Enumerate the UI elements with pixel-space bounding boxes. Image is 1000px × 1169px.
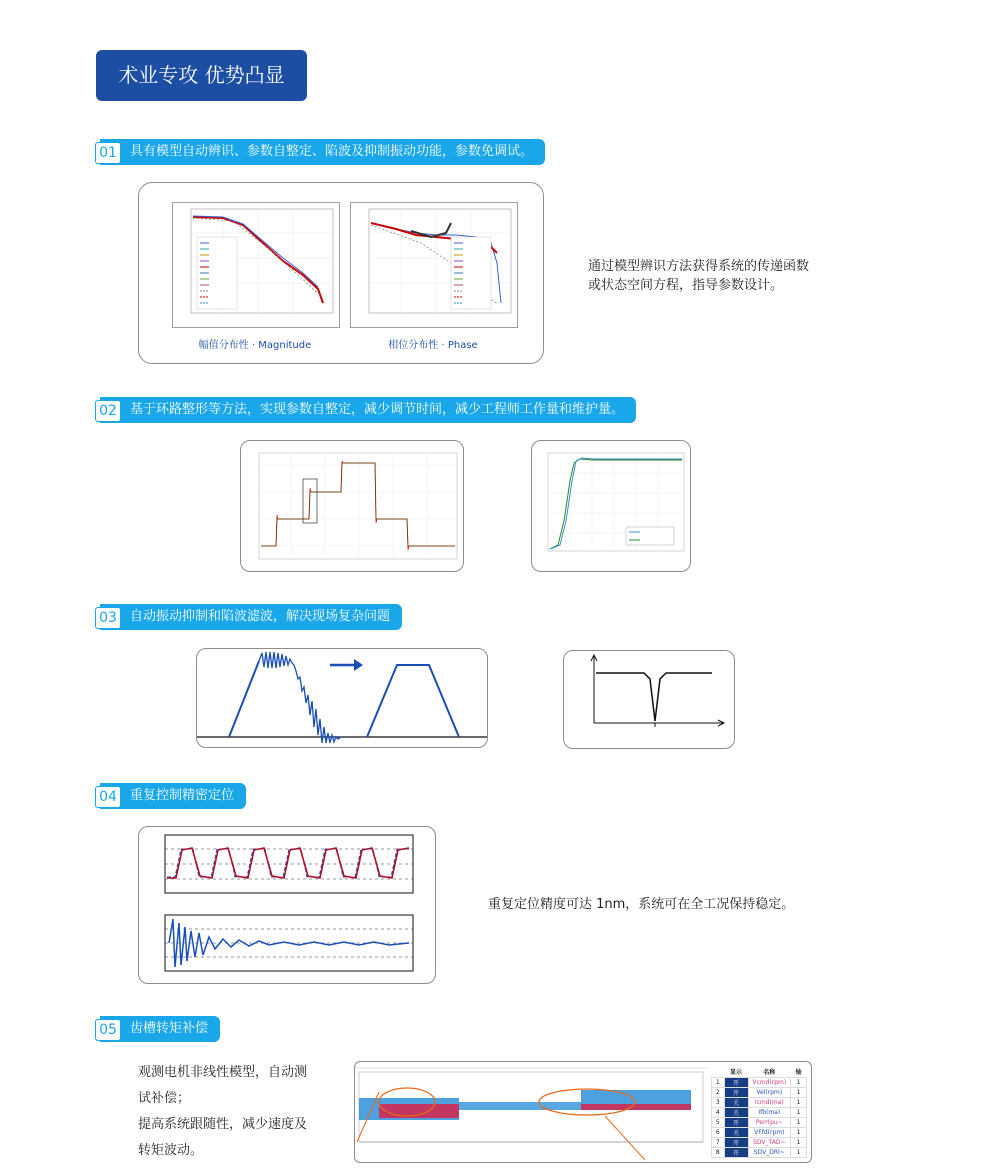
magnitude-plot: [172, 202, 340, 328]
table-row[interactable]: [712, 1128, 807, 1138]
section-01-tag: [100, 139, 545, 165]
channel-name: Vcmd(rpm): [748, 1078, 791, 1088]
row-index: 3: [712, 1098, 725, 1108]
axis-value: 1: [791, 1098, 807, 1108]
table-row[interactable]: [712, 1078, 807, 1088]
channel-name: SDV_DRI~: [748, 1148, 791, 1158]
row-index: 2: [712, 1088, 725, 1098]
section-02-title: 基于环路整形等方法，实现参数自整定，减少调节时间，减少工程师工作量和维护量。: [130, 402, 625, 417]
section-04-number: 04: [95, 786, 121, 808]
section-04-tag: [100, 783, 246, 809]
axis-value: 1: [791, 1078, 807, 1088]
section-01-title: 具有模型自动辨识、参数自整定、陷波及抑制振动功能，参数免调试。: [130, 144, 534, 159]
display-toggle[interactable]: 开: [724, 1078, 748, 1088]
channel-name: Icmd(ma): [748, 1098, 791, 1108]
table-row[interactable]: [712, 1098, 807, 1108]
channel-table-grid: [711, 1066, 807, 1158]
table-header-index: [712, 1066, 725, 1078]
axis-value: 1: [791, 1108, 807, 1118]
section-05-title: 齿槽转矩补偿: [130, 1021, 209, 1036]
row-index: 1: [712, 1078, 725, 1088]
row-index: 5: [712, 1118, 725, 1128]
row-index: 4: [712, 1108, 725, 1118]
channel-name: Perr(pu~: [748, 1118, 791, 1128]
magnitude-caption: 幅值分布性 · Magnitude: [198, 340, 312, 351]
axis-value: 1: [791, 1118, 807, 1128]
row-index: 7: [712, 1138, 725, 1148]
table-row[interactable]: [712, 1138, 807, 1148]
axis-value: 1: [791, 1128, 807, 1138]
table-row[interactable]: [712, 1148, 807, 1158]
channel-name: Ifb(ma): [748, 1108, 791, 1118]
axis-value: 1: [791, 1088, 807, 1098]
phase-caption: 相位分布性 · Phase: [388, 340, 478, 351]
notch-filter-card: [563, 650, 735, 749]
channel-name: Vel(rpm): [748, 1088, 791, 1098]
table-header-axis: 轴: [795, 1069, 802, 1076]
section-05-line-3: 提高系统跟随性，减少速度及: [138, 1117, 308, 1132]
section-05-description: [138, 1060, 338, 1164]
hero-title: 术业专攻 优势凸显: [96, 50, 307, 101]
channel-table: [711, 1066, 807, 1158]
section-03-tag: [100, 604, 402, 630]
axis-value: 1: [791, 1148, 807, 1158]
section-04-title: 重复控制精密定位: [130, 788, 235, 803]
section-05-line-4: 转矩波动。: [138, 1143, 204, 1158]
cogging-torque-card: [354, 1061, 812, 1163]
section-05-line-2: 试补偿；: [138, 1091, 191, 1106]
section-03-title: 自动振动抑制和陷波滤波，解决现场复杂问题: [130, 609, 391, 624]
display-toggle[interactable]: 开: [724, 1118, 748, 1128]
table-row[interactable]: [712, 1108, 807, 1118]
display-toggle[interactable]: 开: [724, 1138, 748, 1148]
section-03-number: 03: [95, 607, 121, 629]
table-row[interactable]: [712, 1118, 807, 1128]
table-row[interactable]: [712, 1088, 807, 1098]
table-header-display: 显示: [730, 1069, 743, 1076]
repetitive-control-card: [138, 826, 436, 984]
display-toggle[interactable]: 开: [724, 1148, 748, 1158]
row-index: 8: [712, 1148, 725, 1158]
table-header-name: 名称: [763, 1069, 776, 1076]
section-05-line-1: 观测电机非线性模型，自动测: [138, 1065, 308, 1080]
step-response-card: [240, 440, 464, 572]
axis-value: 1: [791, 1138, 807, 1148]
channel-name: SDV_TAD~: [748, 1138, 791, 1148]
row-index: 6: [712, 1128, 725, 1138]
display-toggle[interactable]: 关: [724, 1098, 748, 1108]
section-02-tag: [100, 397, 636, 423]
display-toggle[interactable]: 关: [724, 1128, 748, 1138]
section-05-number: 05: [95, 1019, 121, 1041]
section-02-number: 02: [95, 400, 121, 422]
section-04-description: 重复定位精度可达 1nm，系统可在全工况保持稳定。: [488, 897, 795, 912]
section-01-description: 通过模型辨识方法获得系统的传递函数或状态空间方程，指导参数设计。: [588, 259, 810, 293]
phase-plot: [350, 202, 518, 328]
position-response-card: [531, 440, 691, 572]
display-toggle[interactable]: 关: [724, 1108, 748, 1118]
channel-name: VFfd(rpm): [748, 1128, 791, 1138]
section-01-number: 01: [95, 142, 121, 164]
right-arrow-icon: [330, 657, 364, 673]
display-toggle[interactable]: 开: [724, 1088, 748, 1098]
